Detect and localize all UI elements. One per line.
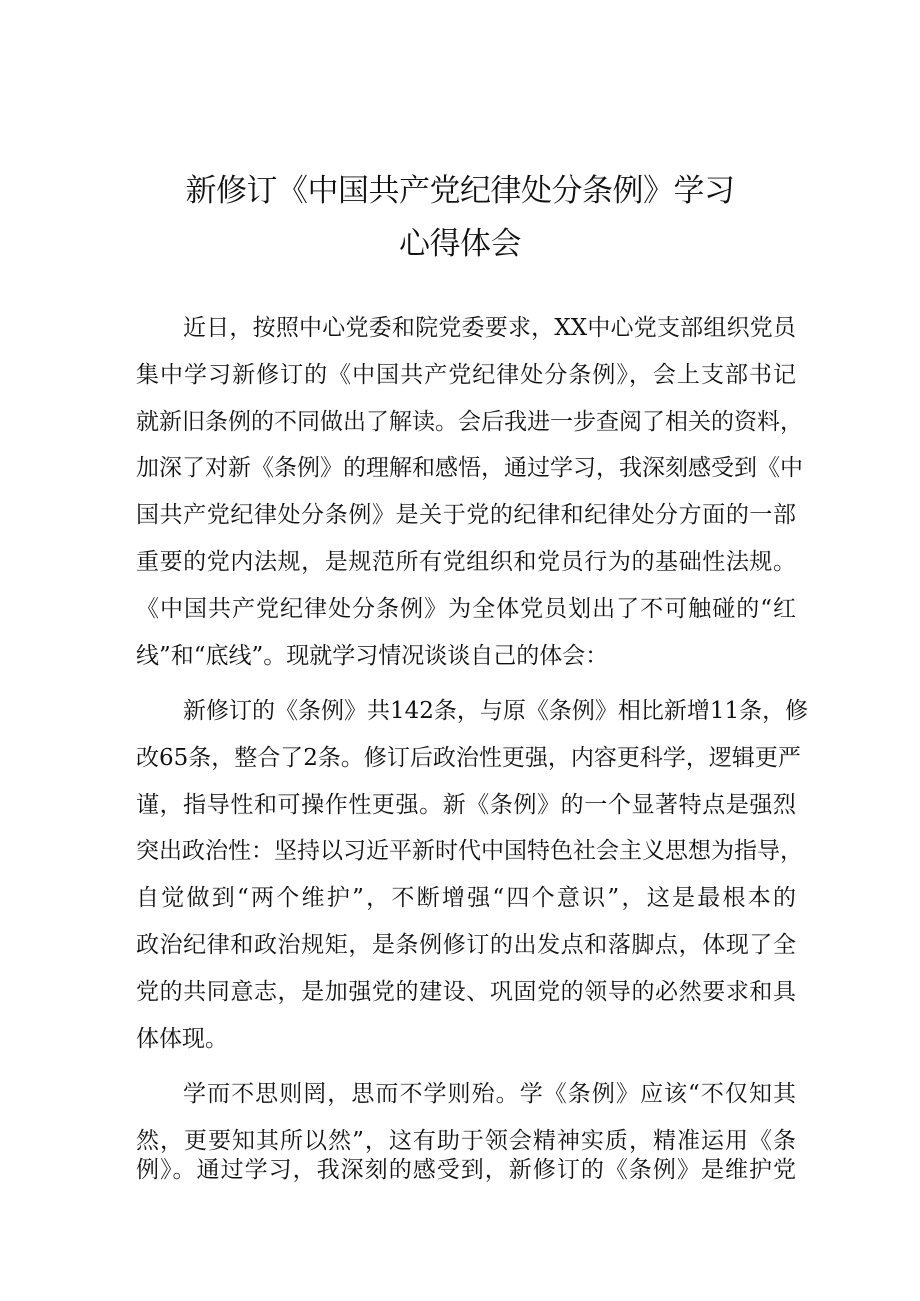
paragraph-1-line-4: 加深了对新《条例》的理解和感悟，通过学习，我深刻感受到《中: [136, 455, 803, 481]
paragraph-1-line-8: 线”和“底线”。现就学习情况谈谈自己的体会：: [136, 643, 609, 669]
paragraph-1-line-7: 《中国共产党纪律处分条例》为全体党员划出了不可触碰的“红: [136, 596, 796, 622]
paragraph-2-line-4: 突出政治性：坚持以习近平新时代中国特色社会主义思想为指导，: [136, 838, 803, 864]
paragraph-2-line-2: 改65条，整合了2条。修订后政治性更强，内容更科学，逻辑更严: [136, 745, 801, 771]
paragraph-2-line-6: 政治纪律和政治规矩，是条例修订的出发点和落脚点，体现了全: [136, 932, 796, 958]
paragraph-1-line-2: 集中学习新修订的《中国共产党纪律处分条例》，会上支部书记: [136, 362, 796, 388]
paragraph-1-line-1: 近日，按照中心党委和院党委要求，XX中心党支部组织党员: [183, 315, 796, 341]
paragraph-2-line-7: 党的共同意志，是加强党的建设、巩固党的领导的必然要求和具: [136, 979, 796, 1005]
document-title-line-2: 心得体会: [399, 226, 521, 262]
paragraph-1-line-6: 重要的党内法规，是规范所有党组织和党员行为的基础性法规。: [136, 549, 796, 575]
paragraph-2-line-1: 新修订的《条例》共142条，与原《条例》相比新增11条，修: [183, 698, 809, 724]
paragraph-2-line-3: 谨，指导性和可操作性更强。新《条例》的一个显著特点是强烈: [136, 792, 796, 818]
paragraph-2-line-8: 体体现。: [136, 1026, 228, 1052]
paragraph-2-line-5: 自觉做到“两个维护”，不断增强“四个意识”，这是最根本的: [136, 885, 796, 911]
paragraph-3-line-2: 然，更要知其所以然”，这有助于领会精神实质，精准运用《条: [136, 1128, 796, 1154]
paragraph-3-line-3: 例》。通过学习，我深刻的感受到，新修订的《条例》是维护党: [136, 1157, 796, 1183]
document-title-line-1: 新修订《中国共产党纪律处分条例》学习: [185, 173, 735, 209]
paragraph-1-line-3: 就新旧条例的不同做出了解读。会后我进一步查阅了相关的资料，: [136, 409, 803, 435]
paragraph-3-line-1: 学而不思则罔，思而不学则殆。学《条例》应该“不仅知其: [183, 1081, 796, 1107]
paragraph-1-line-5: 国共产党纪律处分条例》是关于党的纪律和纪律处分方面的一部: [136, 502, 796, 528]
